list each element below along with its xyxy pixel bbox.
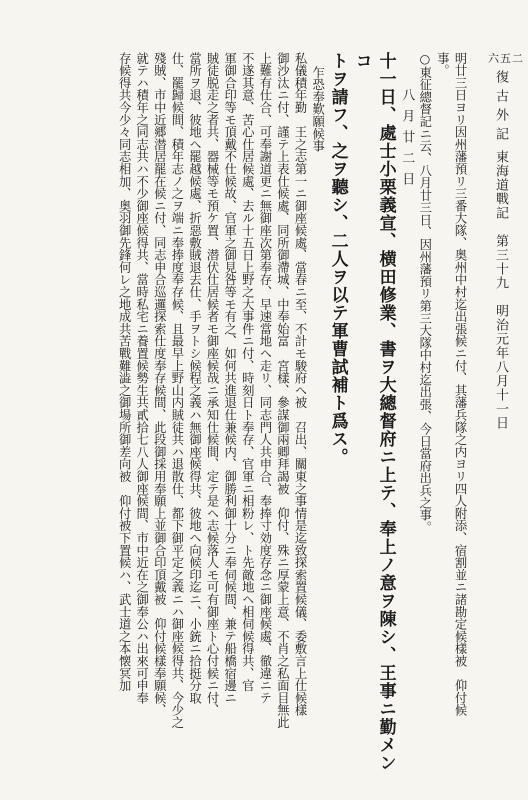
text-column: 仕、罷歸候間、積年志ノ之ヲ端ニ奉捧度奉存候、且最早上野山内賊徒共ハ退散仕、都下御平定之義ニハ御座候得共、今少之 bbox=[169, 52, 184, 729]
text-column: ○東征總督記ニ云、八月廿三日、因州藩預リ第三大隊中村迄出張、今日當府出兵之事。 bbox=[417, 52, 432, 534]
body-text bbox=[38, 52, 468, 772]
text-column: 上難有仕合、可奉謝道更ニ無御座次第奉存、早速當地ヘ走リ、同志門人共申合、奉捧寸効度存念ニ御座候處、徹違ニテ bbox=[257, 52, 272, 704]
petition-title: 乍恐奉歎願候事 bbox=[310, 66, 325, 153]
page-number: 六五二 bbox=[488, 52, 524, 65]
section-heading: 東海道戰記 第三十九 明治元年八月十一日 bbox=[493, 150, 508, 430]
date-line: 八月廿二日 bbox=[399, 88, 415, 193]
text-column: 明廿三日ヨリ因州藩預リ三番大隊、奥州中村迄出張候ニ付、其藩兵隊之内ヨリ四人附添、宿割並ニ諸勘定候樣被 仰付候 bbox=[453, 52, 467, 717]
entry-heading: 十一日、處士小栗義宣、横田修業、書ヲ大總督府ニ上テ、奉上ノ意ヲ陳シ、王事ニ勤メンコ bbox=[351, 52, 396, 772]
text-column: 不遂其意、苦心仕居候處、去ル十五日上野之大事件ニ付、時刻日ト奉存、官軍ニ相粉レ、ト先敵地ヘ相伺候得共、官 bbox=[240, 52, 255, 692]
entry-heading: トヲ請フ、之ヲ聽シ、二人ヲ以テ軍曹試補ト爲ス。 bbox=[327, 52, 348, 466]
text-column: 御沙汰ニ付、謹テ上表仕候處、同所御滯城、中奉始富 宮樣、參謀御兩卿拜謁被 仰付、殊ニ厚蒙上意、不肖之私面目無此 bbox=[275, 52, 290, 729]
text-column: 殘賊、市中近郷潜居罷在候ニ付、同志申合巡邏探索仕度奉存候間、此段御採用奉願上並御合印頂戴被 仰付候樣奉願候、 bbox=[152, 52, 167, 717]
text-column: 賊徒脱走之者共、器械等モ預ケ置、潜伏仕居候者モ御座候哉ニ承知仕候間、定テ是ヘ志候落人モ可有御座ト心付候ニ付、 bbox=[205, 52, 220, 717]
text-column: 軍御合印等モ頂戴不仕候故、官軍之御見咎等モ有之、如何共進退仕兼候内、御勝利御十分ニ奉伺候間、兼テ船橋宿邊ニ bbox=[222, 52, 237, 704]
text-column: 事。 bbox=[435, 52, 450, 77]
text-column: 就テハ積年之同志共ハ不少御座候得共、當時私宅ニ養置候勢生共貳拾七八人御座候間、市中近在之御奉公ハ出來可申奉 bbox=[134, 52, 149, 704]
text-column: 私儀積年勤 王之志第一ニ御座候處、當春ニ至、不計モ駿府ヘ被 召出、關東之事情是迄致探索置候儀、委敷言上仕候樣 bbox=[293, 52, 308, 717]
book-title: 復古外記 bbox=[493, 70, 508, 146]
text-column: 當所ヲ退、彼地ヘ罷越候處、折惡敷賊退去仕、手ヲトシ候程之義ハ無御座候得共、彼地ヘ向候印迄ニ、小銃ニ拾挺分取 bbox=[187, 52, 202, 704]
text-column: 存候得共今少々同志相加、奥羽御先鋒何レ之地成共苦戰難澁之御場所御差向被 仰付被下置候ハ、武士道之本懐冥加 bbox=[117, 52, 132, 692]
